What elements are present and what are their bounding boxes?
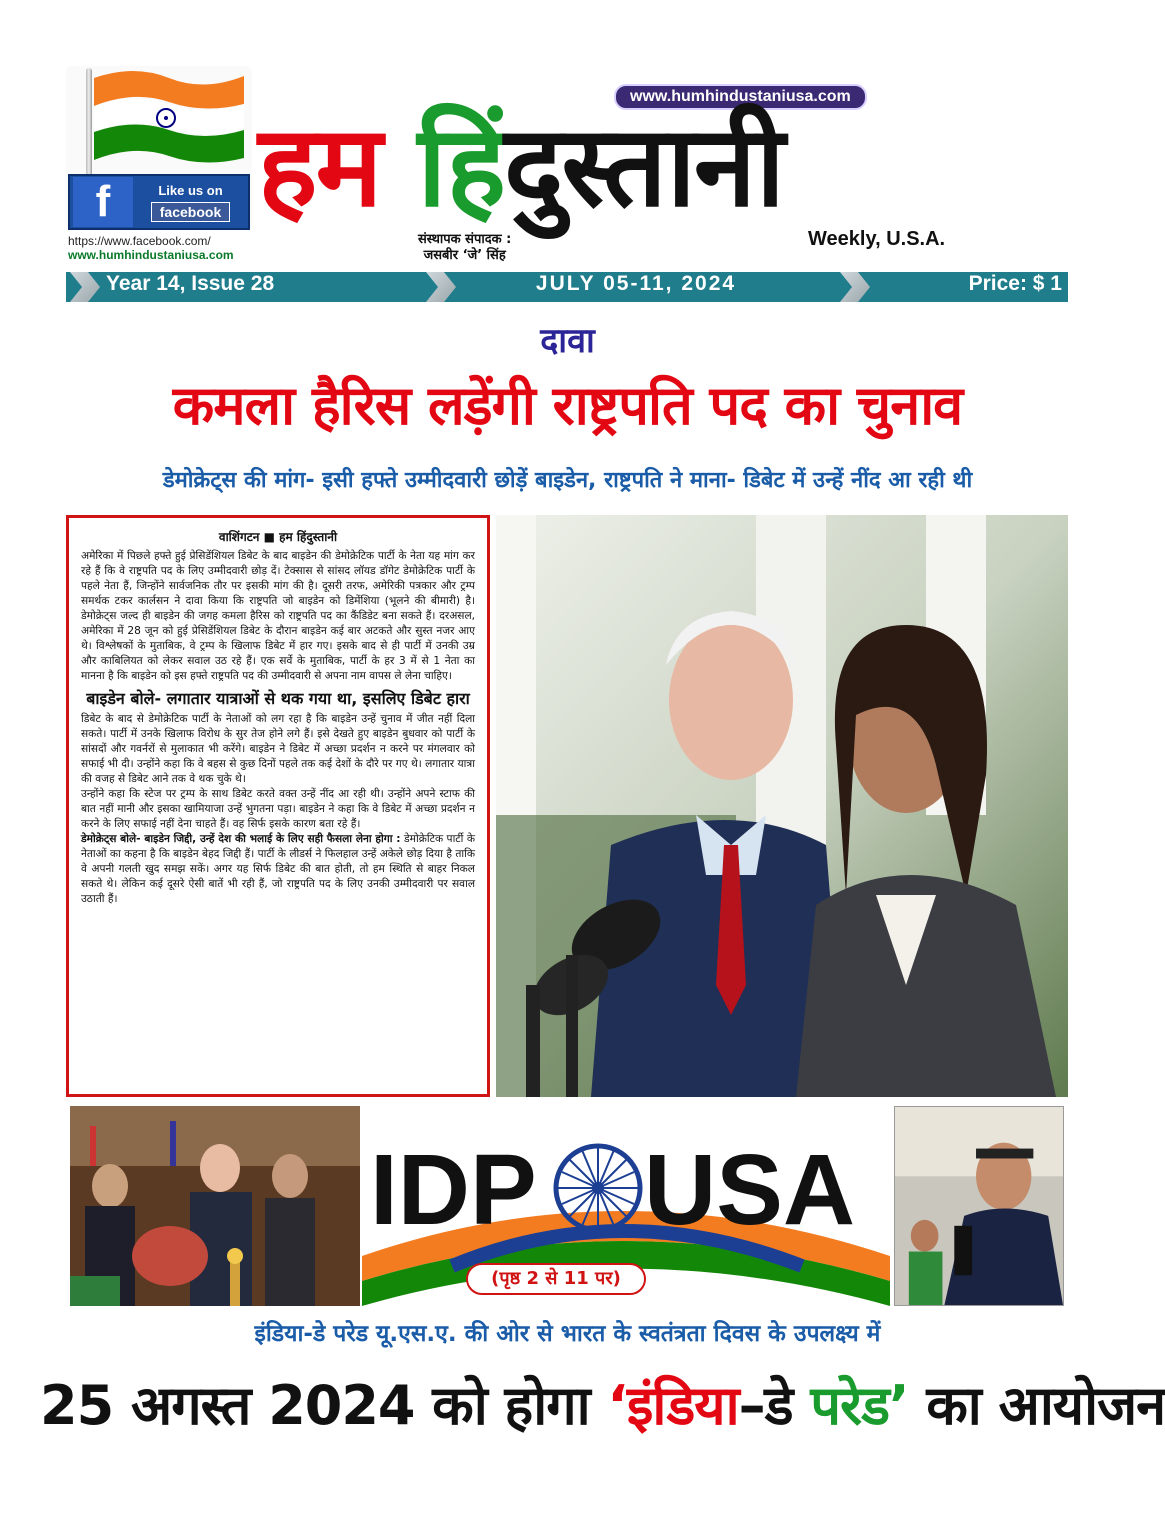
- facebook-url[interactable]: https://www.facebook.com/: [68, 234, 211, 248]
- website-url[interactable]: www.humhindustaniusa.com: [614, 84, 867, 110]
- issue-date: JULY 05-11, 2024: [535, 272, 737, 295]
- article-subheading: बाइडेन बोले- लगातार यात्राओं से थक गया था, इसलिए डिबेट हारा: [86, 689, 470, 708]
- article-dateline: वाशिंगटन ■ हम हिंदुस्तानी: [218, 530, 338, 544]
- lead-headline: कमला हैरिस लड़ेंगी राष्ट्रपति पद का चुनाव: [172, 374, 963, 437]
- title-ham: हम: [258, 102, 381, 232]
- paragraph-body: डेमोक्रेटिक पार्टी के नेताओं का कहना है कि बाइडेन बेहद जिद्दी हैं। पार्टी के लीडर्स ने फिलहाल उन्हें अकेले छोड़ दिया है ताकि वे अपनी गलती खुद समझ सकें। अगर यह सिर्फ डिबेट की बात होती, तो हम स्थिति से बाहर निकल सकते थे। लेकिन कई दूसरे ऐसी बातें भी रही हैं, जो राष्ट्रपति पद के लिए उनकी उम्मीदवारी पर सवाल उठाती हैं।: [81, 833, 475, 905]
- indian-flag-icon: [94, 68, 244, 168]
- facebook-like-label: Like us on: [158, 182, 223, 198]
- strip-chevron: [840, 272, 870, 302]
- usa-text: USA: [644, 1134, 856, 1246]
- facebook-button[interactable]: facebook: [151, 202, 230, 222]
- idp-text: IDP: [370, 1134, 537, 1246]
- lead-subheadline: डेमोक्रेट्स की मांग- इसी हफ्ते उम्मीदवारी छोड़ें बाइडेन, राष्ट्रपति ने माना- डिबेट में उन्हें नींद आ रही थी: [162, 468, 973, 493]
- founder-label: संस्थापक संपादक :: [418, 232, 512, 247]
- page-reference[interactable]: (पृष्ठ 2 से 11 पर): [466, 1263, 646, 1295]
- bottom-headline-end: का आयोजन: [926, 1374, 1165, 1437]
- article-paragraph: उन्होंने कहा कि स्टेज पर ट्रम्प के साथ डिबेट करते वक्त उन्हें नींद आ रही थी। उन्होंने अपने स्टाफ की बात नहीं मानी और इसका खामियाजा उन्हें भुगतना पड़ा। बाइडेन ने कहा कि वे डिबेट में अच्छा प्रदर्शन न करने के लिए सफाई नहीं देना चाहते हैं। वह सिर्फ इसके कारण बता रहे हैं।: [81, 788, 475, 830]
- bottom-headline: [40, 1366, 1165, 1440]
- title-hin: हिं: [417, 102, 504, 232]
- issue-number: Year 14, Issue 28: [106, 272, 275, 295]
- bottom-headline-day: –डे: [738, 1374, 793, 1437]
- paragraph-lead: डेमोक्रेट्स बोले- बाइडेन जिद्दी, उन्हें देश की भलाई के लिए सही फैसला लेना होगा :: [81, 833, 401, 845]
- facebook-icon: f: [73, 177, 133, 227]
- article-paragraph: अमेरिका में पिछले हफ्ते हुई प्रेसिडेंशियल डिबेट के बाद बाइडेन की डेमोक्रेटिक पार्टी के नेता यह मांग कर रहे हैं कि वे राष्ट्रपति पद के लिए उम्मीदवारी छोड़ दें। टेक्सास से सांसद लॉयड डॉगेट डेमोक्रेटिक पार्टी के पहले नेता हैं, जिन्होंने सार्वजनिक तौर पर इसकी मांग की है। दूसरी तरफ, अमेरिकी पत्रकार और ट्रम्प समर्थक टकर कार्लसन ने दावा किया कि राष्ट्रपति जो बाइडेन को डिमेंशिया (भूलने की बीमारी) है। डेमोक्रेट्स जल्द ही बाइडेन की जगह कमला हैरिस को राष्ट्रपति पद का कैंडिडेट बना सकते हैं। दरअसल, अमेरिका में 28 जून को हुई प्रेसिडेंशियल डिबेट के दौरान बाइडेन कई बार अटकते और सुस्त नजर आए थे। विश्लेषकों के मुताबिक, वे ट्रम्प के खिलाफ डिबेट में हार गए। इसके बाद से ही पार्टी में उनकी उम्र और काबिलियत को लेकर सवाल उठ रहे हैं। एक सर्वे के मुताबिक, पार्टी के हर 3 में से 1 नेता का मानना है कि बाइडेन को इस हफ्ते राष्ट्रपति पद की उम्मीदवारी से अपना नाम वापस ले लेना चाहिए।: [81, 550, 475, 682]
- bottom-subheadline: इंडिया-डे परेड यू.एस.ए. की ओर से भारत के स्वतंत्रता दिवस के उपलक्ष्य में: [254, 1321, 881, 1347]
- article-paragraph: डिबेट के बाद से डेमोक्रेटिक पार्टी के नेताओं को लग रहा है कि बाइडेन उन्हें चुनाव में जीत नहीं दिला सकते। पार्टी में उनके खिलाफ विरोध के सुर तेज होने लगे हैं। इसे देखते हुए बाइडेन बुधवार को पार्टी के सांसदों और गवर्नरों से मुलाकात भी करेंगे। बाइडेन ने डिबेट में अच्छा प्रदर्शन न करने पर मंगलवार को सफाई भी दी। उन्होंने कहा कि वे बहस से कुछ दिनों पहले तक कई देशों के दौरे पर गए थे। लगातार यात्रा की वजह से डिबेट आने तक वे थक चुके थे।: [81, 713, 475, 785]
- lead-photo: [496, 515, 1068, 1097]
- title-dustani: दुस्तानी: [503, 102, 783, 232]
- newspaper-title: [258, 92, 783, 242]
- issue-price: Price: $ 1: [968, 272, 1062, 295]
- edition-label: Weekly, U.S.A.: [808, 228, 946, 250]
- facebook-handle[interactable]: www.humhindustaniusa.com: [68, 248, 234, 262]
- bottom-headline-parade: परेड’: [810, 1374, 909, 1437]
- ashoka-chakra-icon: [556, 1146, 640, 1230]
- headline-kicker: दावा: [540, 321, 595, 361]
- facebook-badge[interactable]: [68, 174, 250, 230]
- ceremony-photo: [70, 1106, 360, 1306]
- lead-article: [66, 515, 490, 1097]
- bottom-headline-part: 25 अगस्त 2024 को होगा: [40, 1374, 590, 1437]
- article-paragraph: [81, 832, 475, 907]
- issue-bar: [66, 272, 1068, 302]
- flag-pole: [86, 68, 92, 178]
- founder-credit: [418, 232, 511, 264]
- interview-photo: [894, 1106, 1064, 1306]
- founder-name: जसबीर ‘जे’ सिंह: [423, 248, 506, 263]
- bottom-headline-india: ‘इंडिया: [607, 1374, 739, 1437]
- strip-chevron: [70, 272, 100, 302]
